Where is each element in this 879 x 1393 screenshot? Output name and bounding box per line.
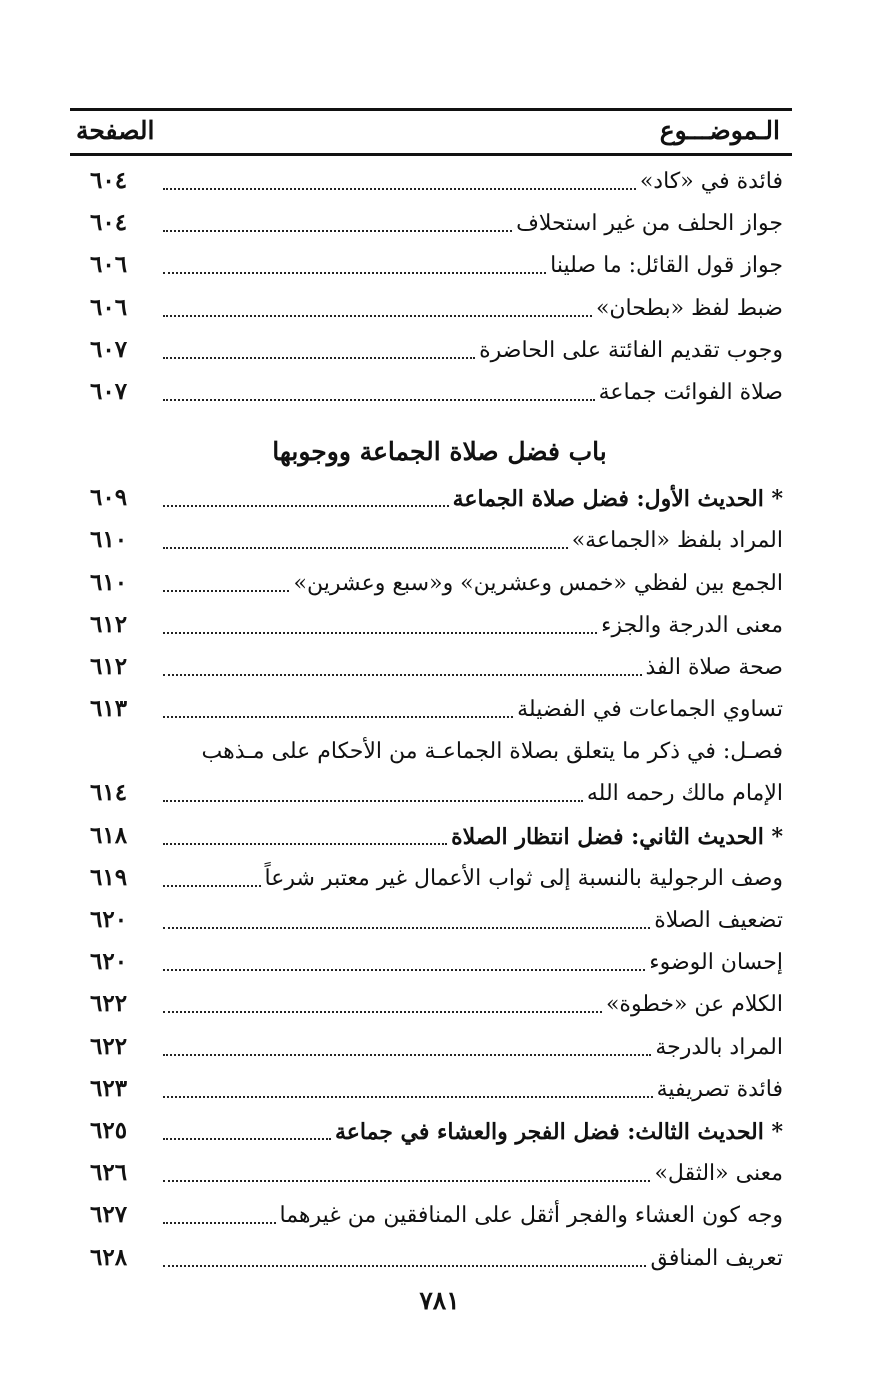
entry-page-number: ٦٠٦ [90,251,128,279]
entry-title: وصف الرجولية بالنسبة إلى ثواب الأعمال غير معتبر شرعاً [261,863,783,895]
entry-page-number: ٦٠٩ [90,484,128,512]
entry-text [163,375,783,409]
entry-page-number: ٦٢٢ [90,990,128,1018]
toc-entry [0,772,879,814]
dot-leader [163,631,597,634]
entry-text [163,650,783,684]
dot-leader [163,356,475,359]
toc-entry [0,730,879,772]
entry-title: تساوي الجماعات في الفضيلة [513,694,783,726]
entry-page-number: ٦٠٧ [90,377,128,405]
entry-title: معنى «الثقل» [650,1158,783,1190]
toc-entry [0,899,879,941]
entry-text [163,903,783,937]
entry-page-number: ٦٢٠ [90,948,128,976]
toc-entry [0,941,879,983]
dot-leader [163,187,636,190]
dot-leader [163,968,645,971]
dot-leader [163,546,568,549]
dot-leader [163,1264,646,1267]
entry-title: المراد بلفظ «الجماعة» [568,525,783,557]
entry-text [163,1030,783,1064]
entry-text [163,566,783,600]
entry-page-number: ٦٢٢ [90,1032,128,1060]
entry-text [163,206,783,240]
entry-page-number: ٦١٩ [90,863,128,891]
entry-title: الكلام عن «خطوة» [602,989,783,1021]
toc-entry [0,1068,879,1110]
hadith-row [0,815,879,857]
entry-page-number: ٦٢٣ [90,1074,128,1102]
entry-text [163,734,783,768]
entry-text [163,1072,783,1106]
toc-entry [0,519,879,561]
dot-leader [163,589,289,592]
toc-entry [0,983,879,1025]
dot-leader [163,715,513,718]
entry-page-number: ٦٢٥ [90,1116,128,1144]
toc-entry [0,688,879,730]
entry-title: تضعيف الصلاة [650,905,783,937]
entry-title: الإمام مالك رحمه الله [583,778,783,810]
entry-page-number: ٦١٠ [90,526,128,554]
entry-page-number: ٦١٠ [90,568,128,596]
toc-entry [0,646,879,688]
entry-title: * الحديث الثالث: فضل الفجر والعشاء في جماعة [331,1116,783,1148]
entry-title: إحسان الوضوء [645,947,783,979]
dot-leader [163,1179,650,1182]
hadith-row [0,477,879,519]
toc-entry [0,329,879,371]
toc-entry [0,202,879,244]
entry-page-number: ٦٢٦ [90,1159,128,1187]
entry-text [163,523,783,557]
dot-leader [163,842,447,845]
entry-title: معنى الدرجة والجزء [597,610,783,642]
entry-title: جواز الحلف من غير استحلاف [512,208,783,240]
entry-title: المراد بالدرجة [651,1032,783,1064]
entry-page-number: ٦١٢ [90,610,128,638]
toc-entry [0,604,879,646]
dot-leader [163,1010,602,1013]
entry-text [163,1198,783,1232]
dot-leader [163,314,592,317]
entry-page-number: ٦٠٤ [90,209,128,237]
entry-title: صحة صلاة الفذ [642,652,784,684]
entry-page-number: ٦٢٧ [90,1201,128,1229]
dot-leader [163,398,595,401]
dot-leader [163,673,642,676]
entry-title: * الحديث الثاني: فضل انتظار الصلاة [447,821,783,853]
dot-leader [163,926,650,929]
entry-page-number: ٦١٤ [90,779,128,807]
entry-text [163,1241,783,1275]
toc-entry [0,1026,879,1068]
toc-entry [0,1194,879,1236]
entry-text [163,291,783,325]
toc-entry [0,371,879,413]
entry-text [163,164,783,198]
toc-entry [0,1152,879,1194]
entry-text [163,1156,783,1190]
toc-entry [0,562,879,604]
entry-text [163,861,783,895]
entry-text [163,987,783,1021]
entry-text [163,945,783,979]
entry-title: وجه كون العشاء والفجر أثقل على المنافقين من غيرهما [276,1200,784,1232]
dot-leader [163,1053,651,1056]
table-header [70,108,792,156]
toc-list [0,160,879,1279]
page-number: ٧٨١ [419,1286,460,1315]
chapter-heading-row [0,413,879,477]
entry-title: فصـل: في ذكر ما يتعلق بصلاة الجماعـة من الأحكام على مـذهب [201,739,783,765]
entry-title: صلاة الفوائت جماعة [595,377,783,409]
entry-text [163,1114,783,1148]
entry-text [163,481,783,515]
toc-entry [0,1237,879,1279]
entry-title: * الحديث الأول: فضل صلاة الجماعة [449,483,783,515]
dot-leader [163,1137,331,1140]
entry-page-number: ٦٠٧ [90,335,128,363]
entry-text [163,248,783,282]
header-page: الصفحة [76,116,155,145]
entry-page-number: ٦١٣ [90,695,128,723]
chapter-heading: باب فضل صلاة الجماعة ووجوبها [272,437,607,467]
entry-page-number: ٦٢٠ [90,906,128,933]
header-subject: الـموضـــوع [659,116,780,145]
entry-page-number: ٦٠٦ [90,293,128,321]
toc-entry [0,160,879,202]
dot-leader [163,1095,653,1098]
entry-page-number: ٦٢٨ [90,1243,128,1271]
hadith-row [0,1110,879,1152]
dot-leader [163,799,583,802]
dot-leader [163,271,546,274]
entry-page-number: ٦٠٤ [90,167,128,194]
entry-title: ضبط لفظ «بطحان» [592,293,783,325]
entry-title: جواز قول القائل: ما صلينا [546,250,783,282]
dot-leader [163,1221,276,1224]
entry-title: الجمع بين لفظي «خمس وعشرين» و«سبع وعشرين» [289,568,783,600]
entry-page-number: ٦١٨ [90,821,128,849]
entry-page-number: ٦١٢ [90,652,128,680]
entry-text [163,819,783,853]
entry-title: فائدة تصريفية [653,1074,783,1106]
entry-text [163,608,783,642]
toc-entry [0,857,879,899]
dot-leader [163,884,261,887]
entry-title: فائدة في «كاد» [636,166,783,198]
entry-title: تعريف المنافق [646,1243,783,1275]
toc-entry [0,287,879,329]
toc-entry [0,244,879,286]
dot-leader [163,504,449,507]
entry-text [163,692,783,726]
entry-text [163,333,783,367]
entry-text [163,776,783,810]
entry-title: وجوب تقديم الفائتة على الحاضرة [475,335,783,367]
dot-leader [163,229,512,232]
